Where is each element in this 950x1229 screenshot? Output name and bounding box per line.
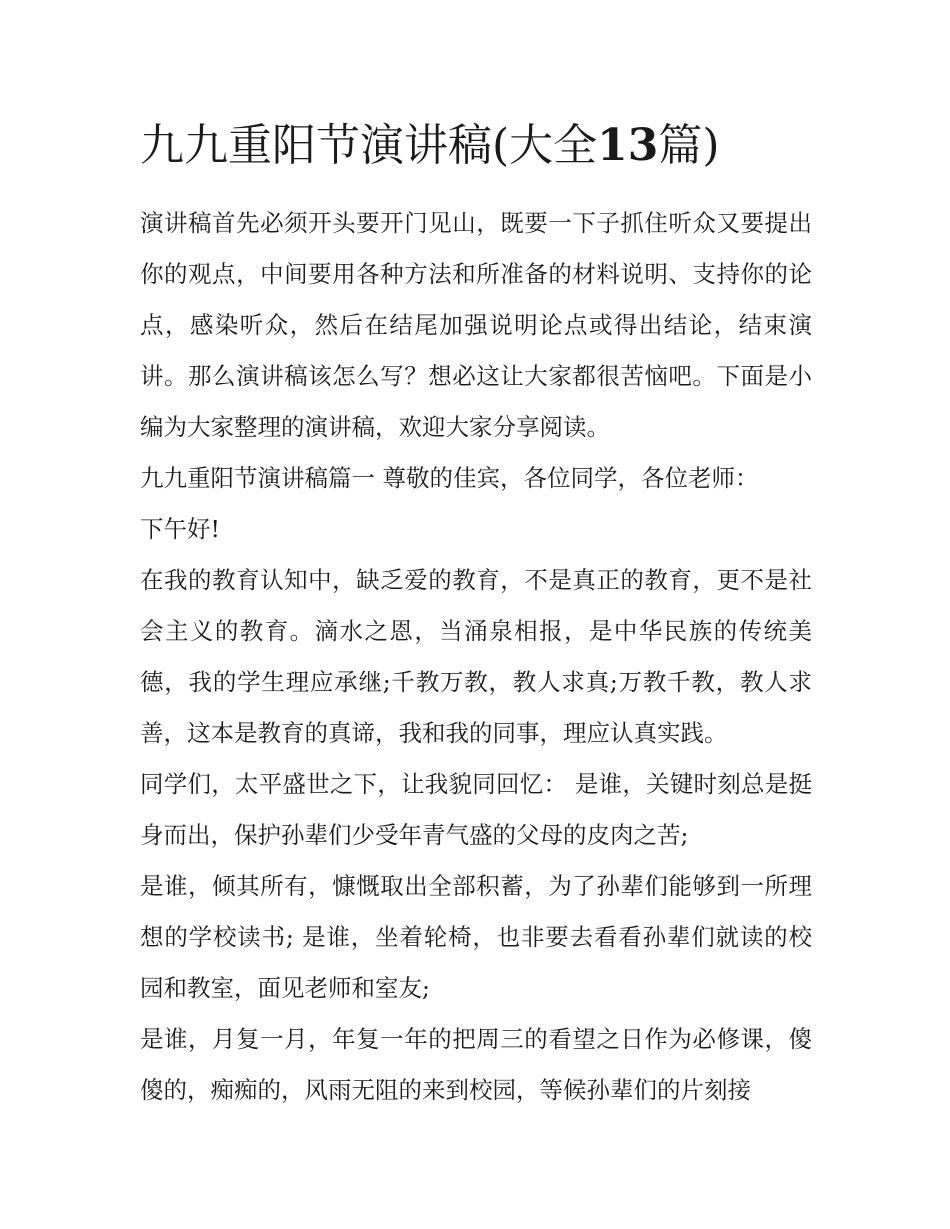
document-title: [140, 118, 840, 174]
title-suffix: 篇): [658, 120, 720, 171]
title-number: 13: [597, 120, 659, 171]
title-prefix: 九九重阳节演讲稿(大全: [140, 120, 598, 171]
paragraph-visits: 是谁，月复一月，年复一年的把周三的看望之日作为必修课，傻傻的，痴痴的，风雨无阻的来到校园，等候孙辈们的片刻接: [140, 1025, 812, 1104]
paragraph-education: 在我的教育认知中，缺乏爱的教育，不是真正的教育，更不是社会主义的教育。滴水之恩，当涌泉相报，是中华民族的传统美德，我的学生理应承继;千教万教，教人求真;万教千教，教人求善，这本是教育的真谛，我和我的同事，理应认真实践。: [140, 566, 812, 747]
paragraph-savings: 是谁，倾其所有，慷慨取出全部积蓄，为了孙辈们能够到一所理想的学校读书; 是谁，坐着轮椅，也非要去看看孙辈们就读的校园和教室，面见老师和室友;: [140, 872, 812, 1002]
paragraph-recall: 同学们，太平盛世之下，让我貌同回忆： 是谁，关键时刻总是挺身而出，保护孙辈们少受年青气盛的父母的皮肉之苦;: [140, 770, 812, 849]
paragraph-intro: 演讲稿首先必须开头要开门见山，既要一下子抓住听众又要提出你的观点，中间要用各种方法和所准备的材料说明、支持你的论点，感染听众，然后在结尾加强说明论点或得出结论，结束演讲。那么演讲稿该怎么写？想必这让大家都很苦恼吧。下面是小编为大家整理的演讲稿，欢迎大家分享阅读。: [140, 209, 812, 441]
document-body: [140, 198, 812, 1116]
paragraph-greeting-heading: 九九重阳节演讲稿篇一 尊敬的佳宾，各位同学，各位老师：: [140, 464, 759, 492]
paragraph-greeting: 下午好!: [140, 515, 220, 543]
